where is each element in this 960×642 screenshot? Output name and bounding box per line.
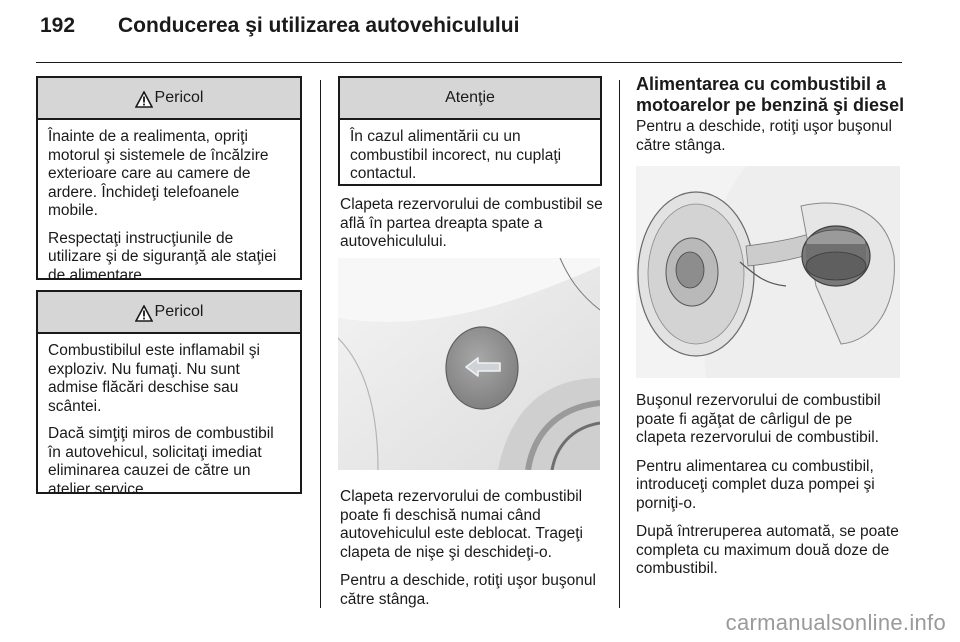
- paragraph: Pentru a deschide, rotiţi uşor buşonul către stânga.: [340, 572, 596, 608]
- warning-box-2: [36, 290, 302, 498]
- page-number: 192: [40, 14, 76, 37]
- paragraph: După întreruperea automată, se poate completa cu maximum două doze de combustibil.: [636, 523, 899, 577]
- paragraph: Combustibilul este inflamabil şi exploziv. Nu fumaţi. Nu sunt admise flăcări deschise sau scântei.: [48, 342, 260, 415]
- paragraph: Pentru a deschide, rotiţi uşor buşonul către stânga.: [636, 118, 892, 154]
- paragraph: Clapeta rezervorului de combustibil poate fi deschisă numai când autovehiculul este deblocat. Trageţi clapeta de nişe şi deschideţi-o.: [340, 488, 583, 561]
- paragraph: Pentru alimentarea cu combustibil, introduceţi complet duza pompei şi porniţi-o.: [636, 457, 875, 512]
- paragraph: Buşonul rezervorului de combustibil poate fi agăţat de cârligul de pe clapeta rezervorului de combustibil.: [636, 392, 881, 446]
- column-divider-1: [320, 80, 321, 608]
- fuel-cap-figure: [636, 166, 900, 378]
- column3-heading-block: [636, 74, 906, 165]
- section-heading-line2: motoarelor pe benzină şi diesel: [636, 95, 905, 115]
- column-divider-2: [619, 80, 620, 608]
- warning-box-heading: [38, 78, 300, 120]
- page-title: Conducerea şi utilizarea autovehiculului: [118, 14, 520, 37]
- page-header: [36, 14, 904, 46]
- column2-intro: [340, 196, 605, 262]
- warning-box-heading-label: Pericol: [154, 89, 204, 106]
- warning-triangle-icon: [135, 91, 153, 108]
- warning-box-heading: [38, 292, 300, 334]
- paragraph: În cazul alimentării cu un combustibil incorect, nu cuplaţi contactul.: [350, 128, 562, 182]
- paragraph: Clapeta rezervorului de combustibil se află în partea dreapta spate a autovehiculului.: [340, 196, 603, 250]
- warning-triangle-icon: [135, 305, 153, 322]
- column3-after-figure: [636, 392, 906, 589]
- warning-box-body: [38, 120, 300, 298]
- paragraph: Dacă simţiţi miros de combustibil în autovehicul, solicitaţi imediat eliminarea cauzei de către un atelier service.: [48, 425, 274, 498]
- section-heading-line1: Alimentarea cu combustibil a: [636, 74, 887, 94]
- fuel-flap-figure: [338, 258, 600, 470]
- notice-box-body: [340, 120, 600, 197]
- warning-box-body: [38, 334, 300, 512]
- paragraph: Respectaţi instrucţiunile de utilizare şi de siguranţă ale staţiei de alimentare.: [48, 229, 277, 284]
- watermark: carmanualsonline.info: [725, 610, 946, 635]
- column2-after-figure: [340, 488, 608, 619]
- paragraph: Înainte de a realimenta, opriţi motorul şi sistemele de încălzire exterioare care au camere de ardere. Închideţi telefoanele mobile.: [48, 128, 269, 219]
- warning-box-1: [36, 76, 302, 284]
- notice-box: [338, 76, 602, 186]
- notice-box-heading: Atenţie: [340, 78, 600, 120]
- warning-box-heading-label: Pericol: [154, 303, 204, 320]
- header-rule: [36, 62, 902, 63]
